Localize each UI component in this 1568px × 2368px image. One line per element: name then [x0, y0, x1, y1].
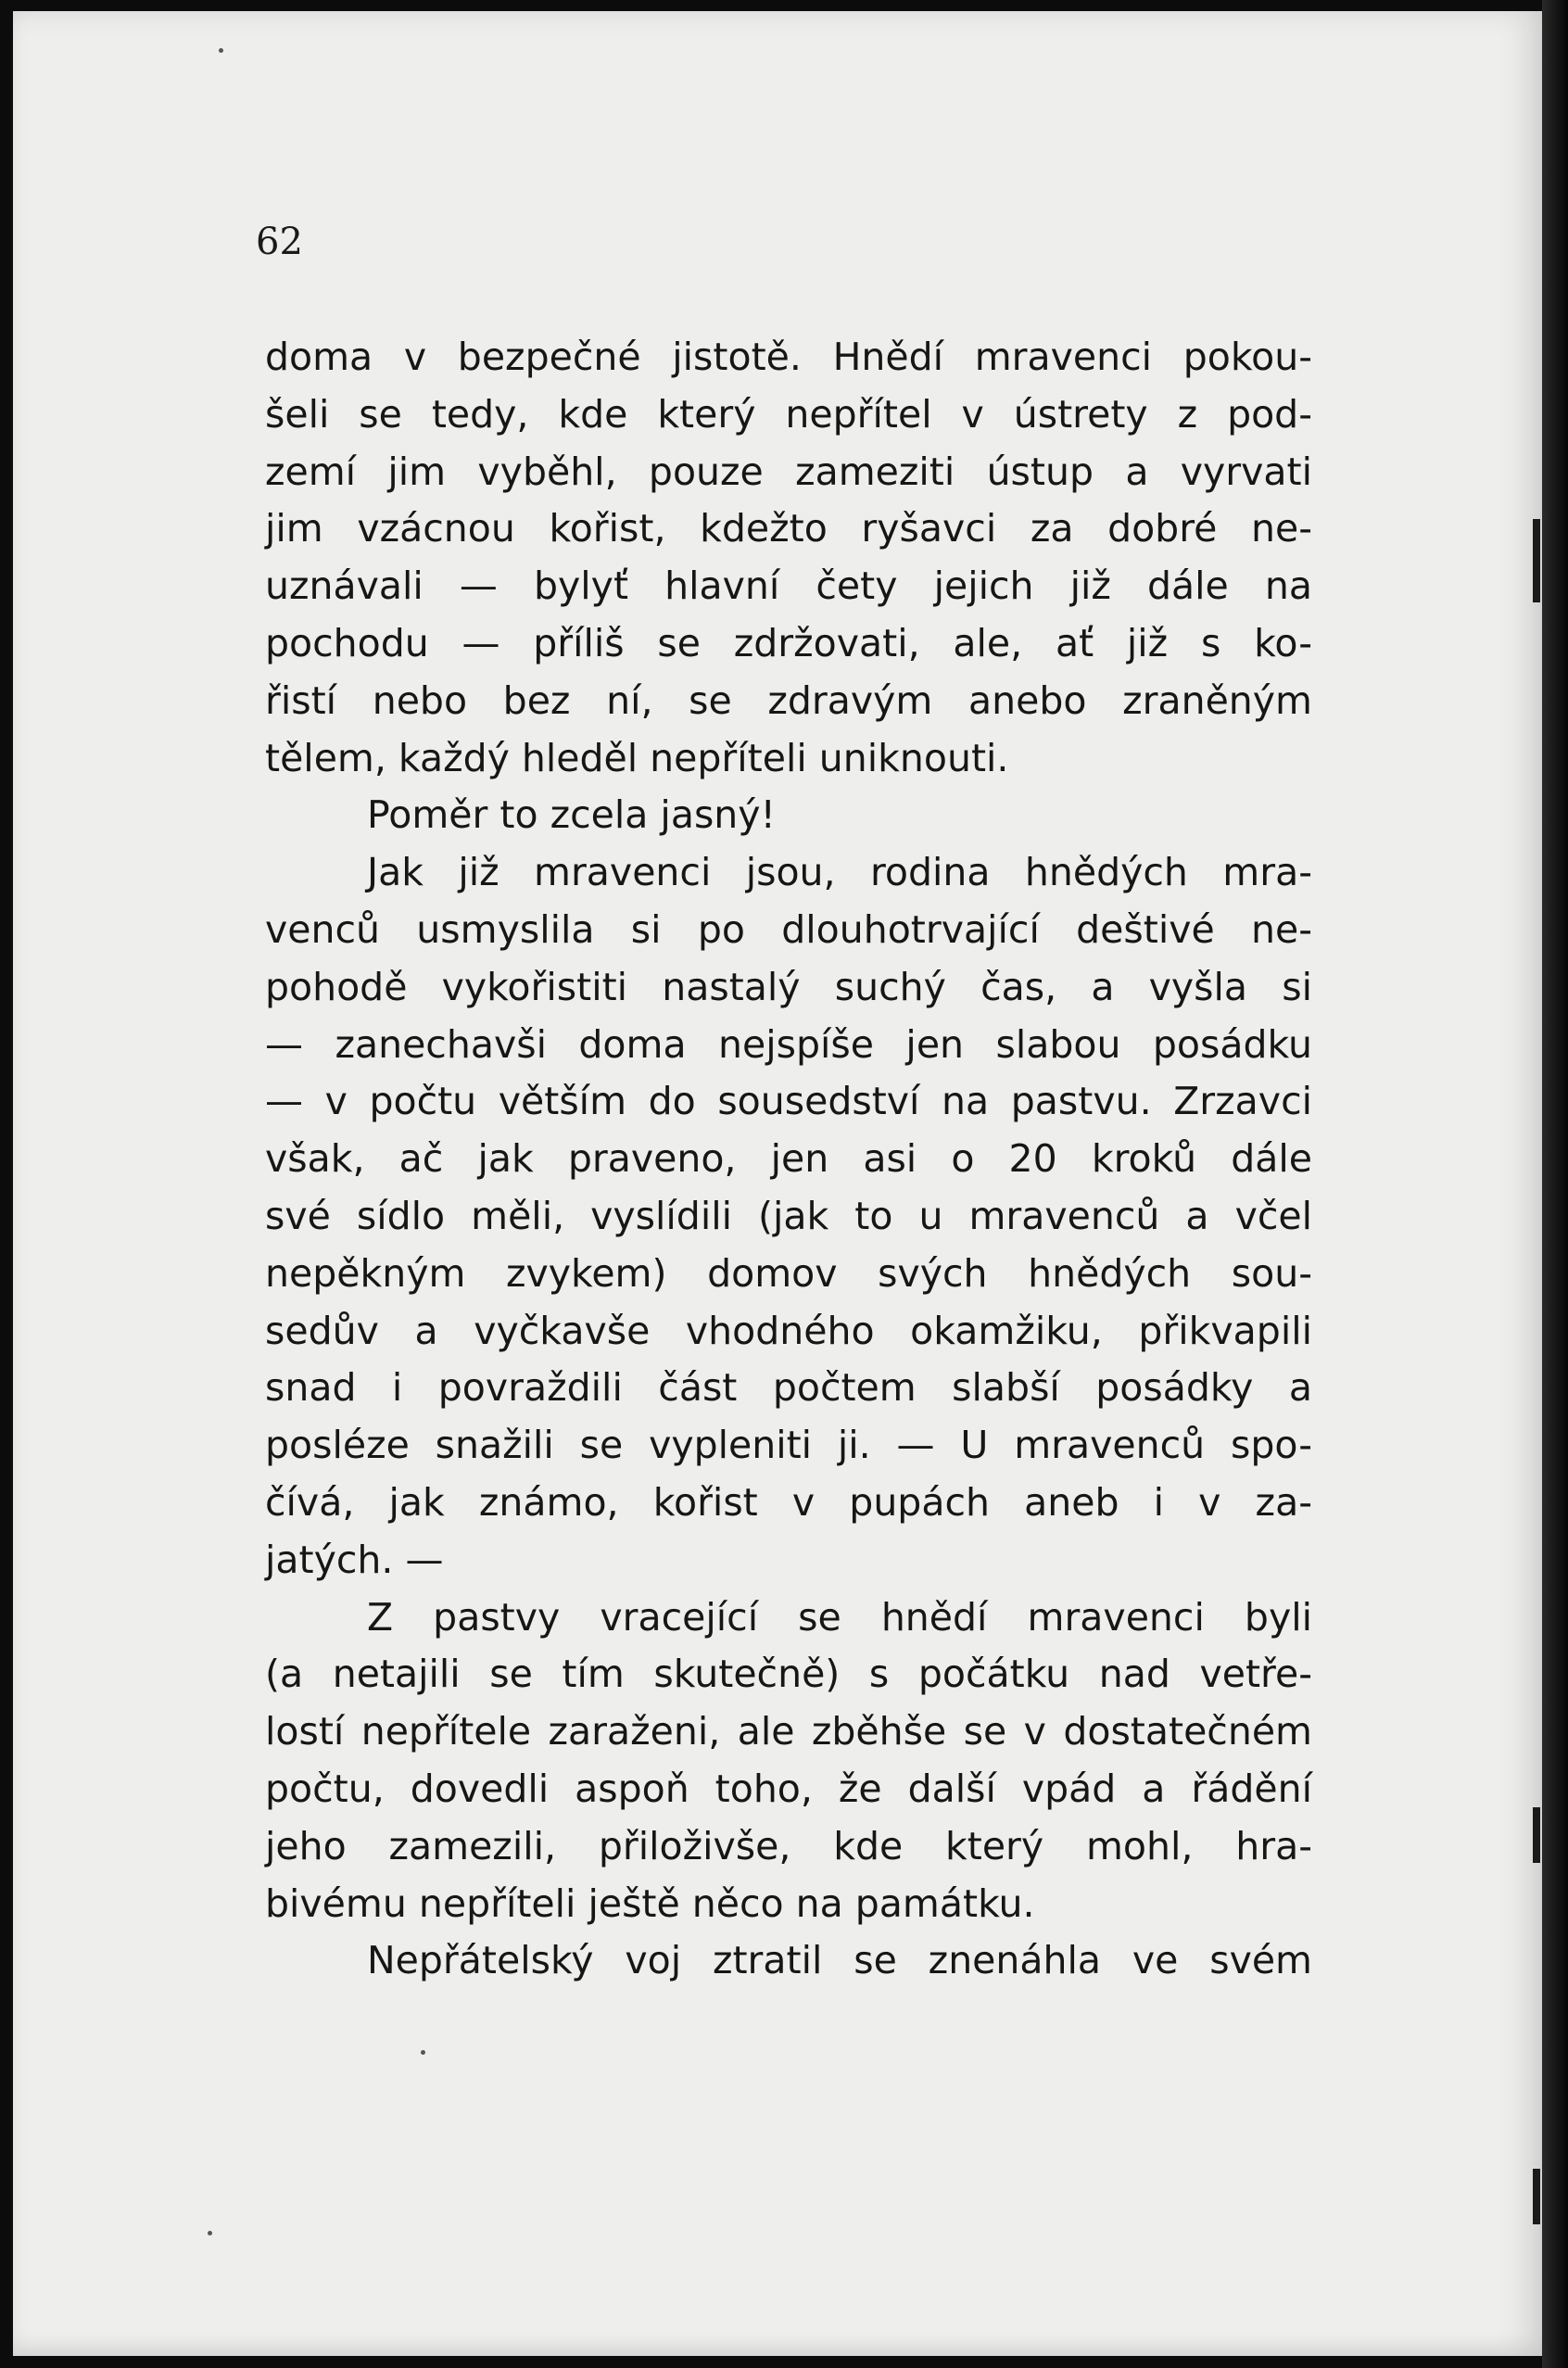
text-line: Jak již mravenci jsou, rodina hnědých mra- — [367, 850, 1312, 895]
text-line: pohodě vykořistiti nastalý suchý čas, a vyšla si — [265, 964, 1312, 1009]
text-line: snad i povraždili část počtem slabší posádky a — [265, 1365, 1312, 1411]
text-line: — v počtu větším do sousedství na pastvu. Zrzavci — [265, 1079, 1312, 1124]
text-line: Poměr to zcela jasný! — [367, 792, 776, 838]
page-edge-shadow — [1542, 0, 1568, 2368]
text-line: pochodu — příliš se zdržovati, ale, ať již s ko- — [265, 620, 1312, 665]
text-line: však, ač jak praveno, jen asi o 20 kroků dále — [265, 1136, 1312, 1182]
text-line: Z pastvy vracející se hnědí mravenci byli — [367, 1594, 1312, 1640]
text-line: šeli se tedy, kde který nepřítel v ústrety z pod- — [265, 391, 1312, 437]
text-line: Nepřátelský voj ztratil se znenáhla ve svém — [367, 1938, 1312, 1983]
body-text — [265, 329, 1312, 1990]
text-line: sedův a vyčkavše vhodného okamžiku, přikvapili — [265, 1308, 1312, 1353]
text-line: počtu, dovedli aspoň toho, že další vpád a řádění — [265, 1766, 1312, 1811]
text-line: tělem, každý hleděl nepříteli uniknouti. — [265, 735, 1009, 780]
text-line: venců usmyslila si po dlouhotrvající deštivé ne- — [265, 906, 1312, 952]
text-line: své sídlo měli, vyslídili (jak to u mravenců a včel — [265, 1193, 1312, 1238]
text-line: posléze snažili se vypleniti ji. — U mravenců spo- — [265, 1423, 1312, 1468]
text-line: jatých. — — [265, 1537, 444, 1582]
text-line: řistí nebo bez ní, se zdravým anebo zraněným — [265, 677, 1312, 723]
page-edge-mark — [1533, 519, 1540, 602]
text-line: lostí nepřítele zaraženi, ale zběhše se v dostatečném — [265, 1709, 1312, 1754]
text-line: — zanechavši doma nejspíše jen slabou posádku — [265, 1021, 1312, 1067]
paper-speck — [208, 2231, 212, 2235]
text-line: zemí jim vyběhl, pouze zameziti ústup a vyrvati — [265, 449, 1312, 494]
page-edge-mark — [1533, 2169, 1540, 2224]
paper-speck — [421, 2050, 425, 2055]
text-line: uznávali — bylyť hlavní čety jejich již dále na — [265, 564, 1312, 609]
text-line: čívá, jak známo, kořist v pupách aneb i v za- — [265, 1479, 1312, 1525]
text-line: jeho zamezili, přiloživše, kde který mohl, hra- — [265, 1823, 1312, 1868]
text-line: doma v bezpečné jistotě. Hnědí mravenci pokou- — [265, 335, 1312, 379]
text-line: bivému nepříteli ještě něco na památku. — [265, 1880, 1035, 1926]
page-edge-mark — [1533, 1807, 1540, 1863]
paper-speck — [219, 48, 223, 53]
text-line: jim vzácnou kořist, kdežto ryšavci za dobré ne- — [265, 506, 1312, 551]
page-number: 62 — [256, 221, 303, 263]
text-line: nepěkným zvykem) domov svých hnědých sou- — [265, 1250, 1312, 1296]
text-line: (a netajili se tím skutečně) s počátku nad vetře- — [265, 1652, 1312, 1697]
